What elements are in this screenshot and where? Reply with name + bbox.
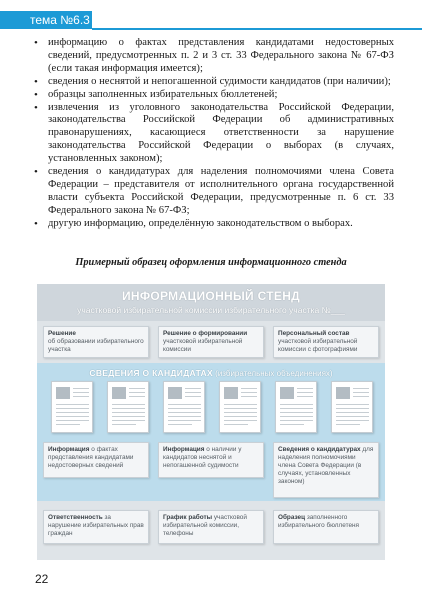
card-heading: Решение	[48, 330, 76, 337]
card-decision-precinct	[43, 326, 149, 358]
candidate-sheet	[51, 381, 93, 433]
card-criminal-record	[158, 442, 264, 478]
topic-tab	[0, 11, 92, 29]
photo-placeholder	[336, 387, 350, 399]
card-heading: Ответственность	[48, 514, 103, 521]
page-number: 22	[35, 572, 49, 586]
photo-placeholder	[168, 387, 182, 399]
card-text: заполненного избирательного бюллетеня	[278, 514, 359, 529]
card-text: о фактах представления кандидатами недостоверных сведений	[48, 446, 134, 469]
candidate-sheet	[107, 381, 149, 433]
card-text: об образовании избирательного участка	[48, 338, 144, 353]
card-schedule	[158, 510, 264, 544]
card-text: участковой избирательной комиссии, телефоны	[163, 514, 247, 537]
card-text: о наличии у кандидатов неснятой и непогашенной судимости	[163, 446, 242, 469]
card-heading: Образец	[278, 514, 306, 521]
card-heading: Информация	[163, 446, 205, 453]
card-false-info	[43, 442, 149, 478]
candidates-title-sub: (избирательных объединениях)	[215, 369, 333, 378]
card-personnel	[273, 326, 379, 358]
candidate-sheet	[219, 381, 261, 433]
bullet-list	[34, 37, 394, 231]
stand-title: ИНФОРМАЦИОННЫЙ СТЕНД	[121, 289, 301, 303]
photo-placeholder	[56, 387, 70, 399]
bullet-item: • другую информацию, определённую законодательством о выборах.	[34, 218, 394, 231]
photo-placeholder	[112, 387, 126, 399]
card-text: для наделения полномочиями члена Совета Федерации (в случаях, установленных законом)	[278, 446, 374, 485]
bullet-item: • сведения о неснятой и непогашенной судимости кандидатов (при наличии);	[34, 76, 394, 89]
header-rule	[92, 28, 422, 30]
candidates-title-main: СВЕДЕНИЯ О КАНДИДАТАХ	[89, 368, 213, 378]
card-heading: Решение о формировании	[163, 330, 248, 337]
photo-placeholder	[224, 387, 238, 399]
figure-caption: Примерный образец оформления информационного стенда	[75, 257, 347, 268]
stand-subtitle: участковой избирательной комиссии избирательного участка №___	[77, 305, 345, 315]
card-text: за нарушение избирательных прав граждан	[48, 514, 144, 537]
card-responsibility	[43, 510, 149, 544]
card-federation-council	[273, 442, 379, 498]
topic-label: тема №6.3	[30, 13, 90, 27]
candidate-sheet	[275, 381, 317, 433]
card-decision-commission	[158, 326, 264, 358]
card-ballot-sample	[273, 510, 379, 544]
photo-placeholder	[280, 387, 294, 399]
card-text: участковой избирательной комиссии с фотографиями	[278, 338, 358, 353]
card-heading: График работы	[163, 514, 213, 521]
bullet-item: • извлечения из уголовного законодательства Российской Федерации, законодательства Российской Федерации об административных правонарушениях, касающиеся ответственности за нарушение законодательства Российской Федерации о выборах (в случаях, установленных законом);	[34, 102, 394, 167]
bullet-item: • образцы заполненных избирательных бюллетеней;	[34, 89, 394, 102]
info-stand	[37, 284, 385, 560]
card-text: участковой избирательной комиссии	[163, 338, 243, 353]
card-heading: Персональный состав	[278, 330, 350, 337]
card-heading: Сведения о кандидатурах	[278, 446, 361, 453]
candidate-sheet	[163, 381, 205, 433]
card-heading: Информация	[48, 446, 90, 453]
bullet-item: • информацию о фактах представления кандидатами недостоверных сведений, предусмотренных п. 2 и 3 ст. 33 Федерального закона № 67-ФЗ (если такая информация имеется);	[34, 37, 394, 76]
candidate-sheet	[331, 381, 373, 433]
candidates-title	[37, 368, 385, 378]
bullet-item: • сведения о кандидатурах для наделения полномочиями члена Совета Федерации – представителя от исполнительного органа государственной власти субъекта Российской Федерации, предусмотренные п. 6 ст. 33 Федерального закона № 67-ФЗ;	[34, 166, 394, 218]
